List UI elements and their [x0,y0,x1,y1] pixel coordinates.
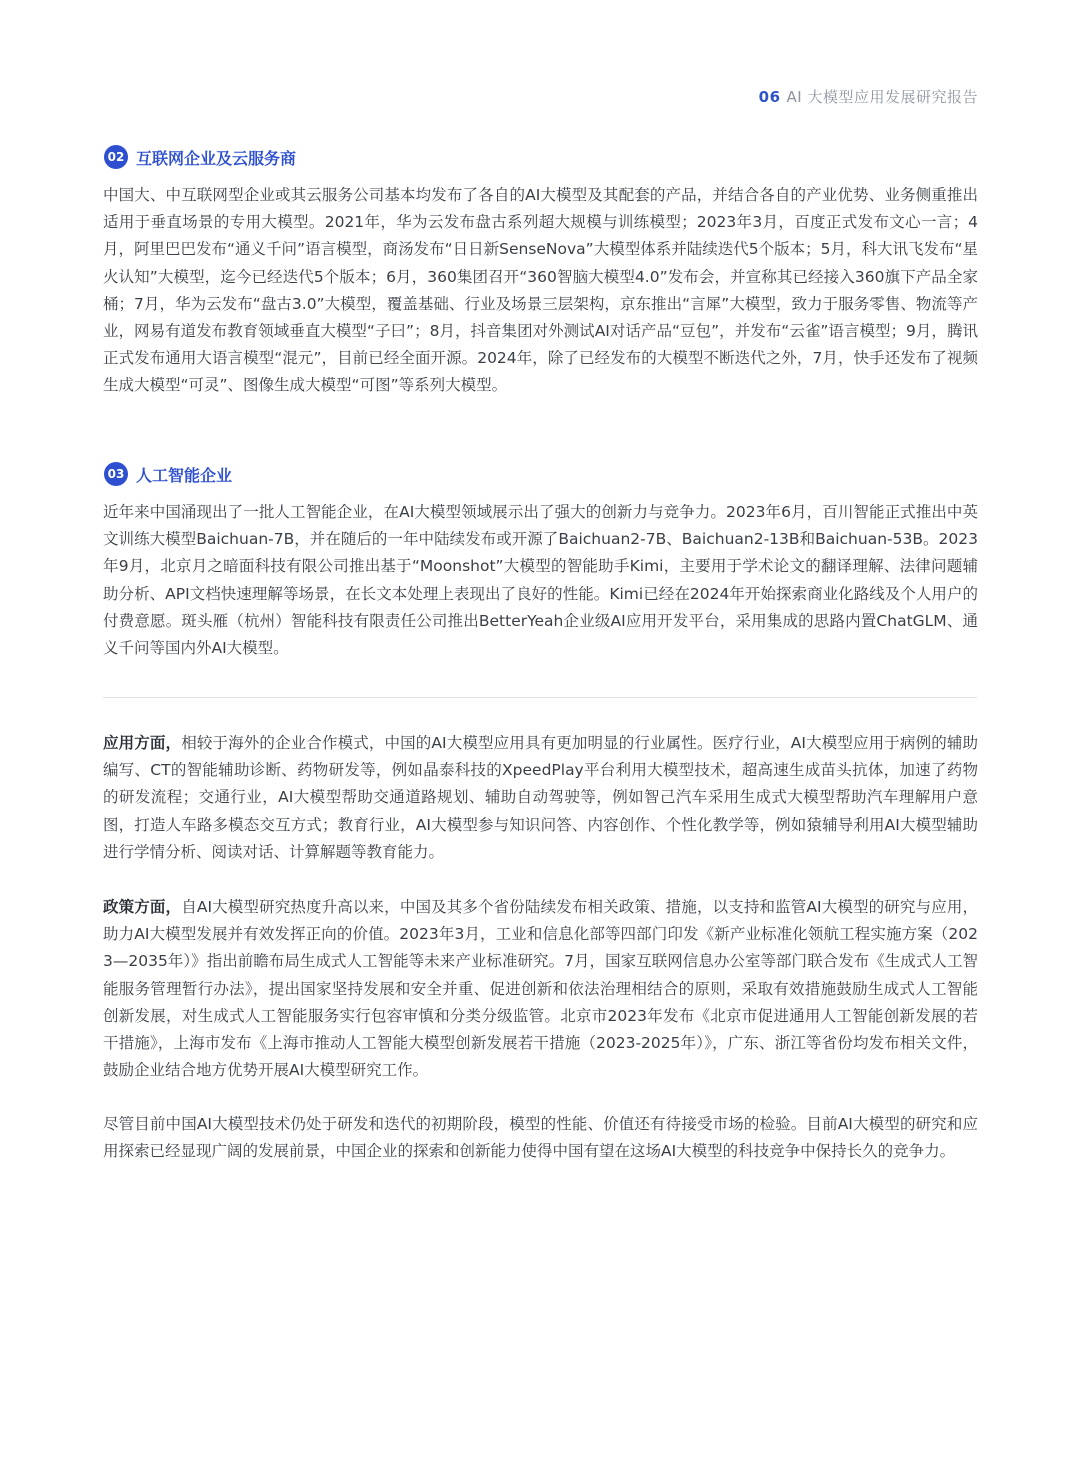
policy-text: 自AI大模型研究热度升高以来，中国及其多个省份陆续发布相关政策、措施，以支持和监管AI大模型的研究与应用，助力AI大模型发展并有效发挥正向的价值。2023年3月，工业和信息化部等四部门印发《新产业标准化领航工程实施方案（2023—2035年）》指出前瞻布局生成式人工智能等未来产业标准研究。7月，国家互联网信息办公室等部门联合发布《生成式人工智能服务管理暂行办法》，提出国家坚持发展和安全并重、促进创新和依法治理相结合的原则，采取有效措施鼓励生成式人工智能创新发展，对生成式人工智能服务实行包容审慎和分类分级监管。北京市2023年发布《北京市促进通用人工智能创新发展的若干措施》，上海市发布《上海市推动人工智能大模型创新发展若干措施（2023-2025年）》，广东、浙江等省份均发布相关文件，鼓励企业结合地方优势开展AI大模型研究工作。 [103,898,978,1080]
policy-lead: 政策方面， [103,898,182,916]
section-number-badge: 03 [104,462,128,486]
application-text: 相较于海外的企业合作模式，中国的AI大模型应用具有更加明显的行业属性。医疗行业，AI大模型应用于病例的辅助编写、CT的智能辅助诊断、药物研发等，例如晶泰科技的XpeedPlay平台利用大模型技术，超高速生成苗头抗体，加速了药物的研发流程；交通行业，AI大模型帮助交通道路规划、辅助自动驾驶等，例如智己汽车采用生成式大模型帮助汽车理解用户意图，打造人车路多模态交互方式；教育行业，AI大模型参与知识问答、内容创作、个性化教学等，例如猿辅导利用AI大模型辅助进行学情分析、阅读对话、计算解题等教育能力。 [103,734,978,861]
application-paragraph [103,730,978,866]
section-title: 人工智能企业 [136,465,233,485]
section-03-paragraph: 近年来中国涌现出了一批人工智能企业，在AI大模型领域展示出了强大的创新力与竞争力。2023年6月，百川智能正式推出中英文训练大模型Baichuan-7B，并在随后的一年中陆续发布或开源了Baichuan2-7B、Baichuan2-13B和Baichuan-53B。2023年9月，北京月之暗面科技有限公司推出基于“Moonshot”大模型的智能助手Kimi，主要用于学术论文的翻译理解、法律问题辅助分析、API文档快速理解等场景，在长文本处理上表现出了良好的性能。Kimi已经在2024年开始探索商业化路线及个人用户的付费意愿。斑头雁（杭州）智能科技有限责任公司推出BetterYeah企业级AI应用开发平台，采用集成的思路内置ChatGLM、通义千问等国内外AI大模型。 [103,503,978,658]
divider [103,697,977,698]
application-lead: 应用方面， [103,734,182,752]
report-title: AI 大模型应用发展研究报告 [786,88,978,106]
section-02-paragraph: 中国大、中互联网型企业或其云服务公司基本均发布了各自的AI大模型及其配套的产品，并结合各自的产业优势、业务侧重推出适用于垂直场景的专用大模型。2021年，华为云发布盘古系列超大规模与训练模型；2023年3月，百度正式发布文心一言；4月，阿里巴巴发布“通义千问”语言模型，商汤发布“日日新SenseNova”大模型体系并陆续迭代5个版本；5月，科大讯飞发布“星火认知”大模型，迄今已经迭代5个版本；6月，360集团召开“360智脑大模型4.0”发布会，并宣称其已经接入360旗下产品全家桶；7月，华为云发布“盘古3.0”大模型，覆盖基础、行业及场景三层架构，京东推出“言犀”大模型，致力于服务零售、物流等产业，网易有道发布教育领域垂直大模型“子曰”；8月，抖音集团对外测试AI对话产品“豆包”，并发布“云雀”语言模型；9月，腾讯正式发布通用大语言模型“混元”，目前已经全面开源。2024年，除了已经发布的大模型不断迭代之外，7月，快手还发布了视频生成大模型“可灵”、图像生成大模型“可图”等系列大模型。 [103,186,978,395]
section-title: 互联网企业及云服务商 [136,148,297,168]
section-number-badge: 02 [104,145,128,169]
page-number: 06 [758,88,781,106]
section-02-heading [104,145,296,169]
policy-paragraph [103,894,978,1084]
page-header [759,86,978,107]
section-03-heading [104,462,232,486]
conclusion-paragraph: 尽管目前中国AI大模型技术仍处于研发和迭代的初期阶段，模型的性能、价值还有待接受市场的检验。目前AI大模型的研究和应用探索已经显现广阔的发展前景，中国企业的探索和创新能力使得中国有望在这场AI大模型的科技竞争中保持长久的竞争力。 [103,1115,978,1161]
